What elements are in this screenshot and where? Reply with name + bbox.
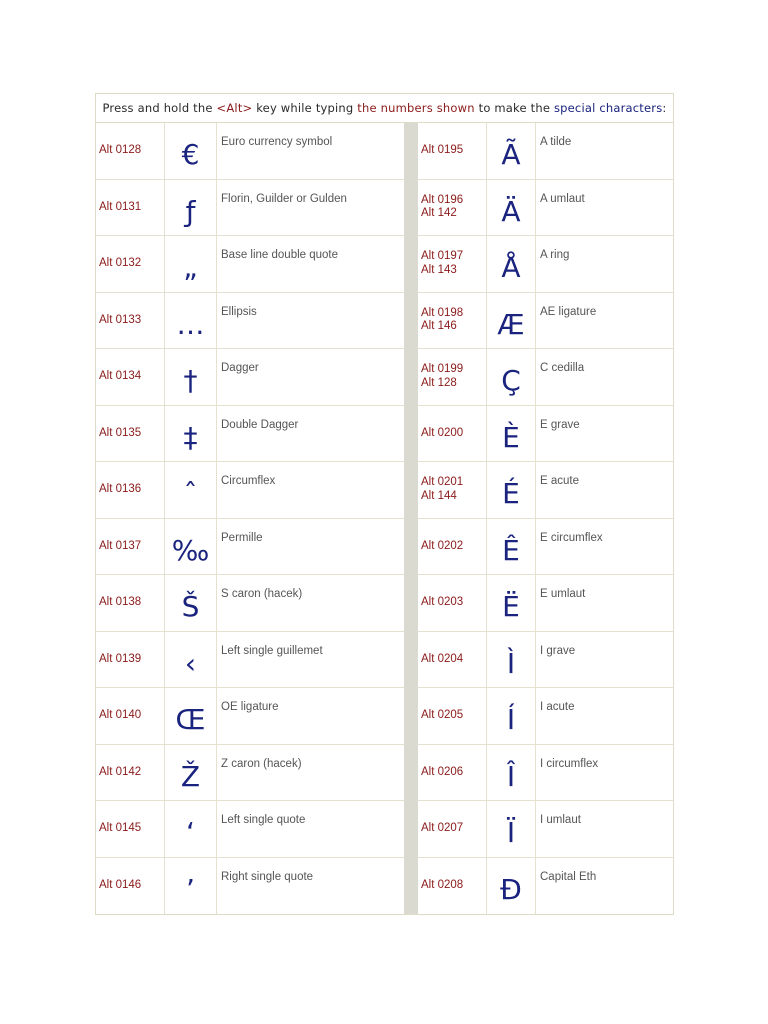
alt-code-cell [418,632,487,688]
table-row [96,858,404,915]
special-characters-label: special characters [553,101,663,115]
instructions-header [96,94,673,123]
table-row [96,236,404,293]
special-character: È [487,406,536,462]
alt-code-cell [96,349,165,405]
character-description: A ring [540,249,570,261]
character-description: Euro currency symbol [221,136,333,148]
special-character: É [487,462,536,518]
character-description: E circumflex [540,531,603,544]
alt-code: Alt 0145 [99,822,142,834]
character-description: Base line double quote [221,249,339,261]
character-description: Ellipsis [221,305,257,318]
special-character: Ž [165,745,217,801]
table-row [96,180,404,237]
alt-code: Alt 0199 [421,363,464,376]
alt-code-cell [96,519,165,575]
character-description: AE ligature [540,305,597,318]
alt-code: Alt 0208 [421,879,464,891]
special-character: ƒ [165,180,217,236]
alt-code: Alt 0139 [99,652,142,665]
alt-code: Alt 0207 [421,822,464,834]
alt-code: Alt 0131 [99,200,142,213]
table-row [418,123,673,180]
special-character: ‘ [165,801,217,857]
special-character: Ê [487,519,536,575]
character-description: Left single quote [221,814,306,826]
alt-code: Alt 0138 [99,596,142,608]
special-character: ‡ [165,406,217,462]
alt-code-cell [418,349,487,405]
alt-code-cell [418,745,487,801]
alt-code-cell [418,575,487,631]
alt-code-cell [418,406,487,462]
table-row [418,688,673,745]
alt-code: Alt 0203 [421,596,464,608]
table-row [418,180,673,237]
alt-code: Alt 0202 [421,539,464,552]
character-description: Left single guillemet [221,644,323,657]
alt-code-cell [96,406,165,462]
character-description: E acute [540,475,579,487]
alt-code: Alt 0196 [421,193,464,206]
character-description: Circumflex [221,475,276,487]
special-character: „ [165,236,217,292]
special-character: Æ [487,293,536,349]
right-column [418,123,673,914]
special-character: Ë [487,575,536,631]
character-description: S caron (hacek) [221,588,303,600]
alt-code: Alt 143 [421,263,457,276]
special-character: Ä [487,180,536,236]
left-column [96,123,404,914]
alt-code: Alt 0201 [421,476,464,489]
alt-code-cell [96,801,165,857]
special-character: Ç [487,349,536,405]
alt-code-cell [96,462,165,518]
alt-code-cell [418,519,487,575]
alt-code-cell [418,858,487,915]
alt-code: Alt 0135 [99,426,142,439]
special-character: Ð [487,858,536,915]
alt-code: Alt 0128 [99,144,142,156]
table-row [96,293,404,350]
special-character: Í [487,688,536,744]
table-row [96,462,404,519]
character-description: C cedilla [540,362,585,374]
alt-code: Alt 0136 [99,483,142,495]
alt-code: Alt 0206 [421,765,464,778]
numbers-shown-label: the numbers shown [357,101,475,115]
special-character: Š [165,575,217,631]
character-description: E grave [540,418,580,431]
character-description: Capital Eth [540,870,597,883]
alt-code-cell [418,180,487,236]
character-description: Right single quote [221,870,314,883]
header-text-1: Press and hold the [102,101,217,115]
special-character: Ã [487,123,536,179]
special-character: € [165,123,217,179]
character-description: I grave [540,644,576,657]
alt-key-label: <Alt> [216,101,253,115]
special-characters-table [95,93,674,915]
alt-code-cell [96,123,165,179]
header-text-4: : [662,101,667,115]
special-character: Ï [487,801,536,857]
alt-code: Alt 0205 [421,709,464,721]
table-row [418,801,673,858]
alt-code-cell [418,801,487,857]
character-description: Double Dagger [221,418,299,431]
alt-code-cell [96,293,165,349]
alt-code-cell [96,632,165,688]
alt-code-cell [96,180,165,236]
alt-code: Alt 0137 [99,539,142,552]
table-row [96,745,404,802]
table-row [418,519,673,576]
table-row [418,858,673,915]
header-text-2: key while typing [252,101,358,115]
alt-code: Alt 0133 [99,313,142,326]
table-row [418,632,673,689]
alt-code: Alt 0140 [99,709,142,721]
character-description: I acute [540,701,575,713]
alt-code-cell [418,688,487,744]
alt-code: Alt 0132 [99,257,142,269]
character-description: Permille [221,531,263,544]
alt-code: Alt 142 [421,207,457,220]
alt-code-cell [96,575,165,631]
special-character: … [165,293,217,349]
alt-code-cell [418,293,487,349]
alt-code-cell [96,688,165,744]
table-row [96,519,404,576]
character-description: I umlaut [540,814,581,826]
special-character: ‹ [165,632,217,688]
table-row [96,688,404,745]
column-divider [404,123,418,914]
alt-code-cell [96,858,165,915]
special-character: Œ [165,688,217,744]
special-character: ’ [165,858,217,915]
alt-code: Alt 0142 [99,765,142,778]
alt-code-cell [418,236,487,292]
alt-code: Alt 0204 [421,652,464,665]
table-row [418,745,673,802]
special-character: Î [487,745,536,801]
table-row [96,632,404,689]
alt-code: Alt 146 [421,320,457,333]
special-character: Å [487,236,536,292]
table-row [96,406,404,463]
table-row [418,406,673,463]
table-row [418,293,673,350]
alt-code: Alt 0197 [421,250,464,263]
alt-code: Alt 0195 [421,144,464,156]
character-description: A umlaut [540,192,585,205]
alt-code-cell [418,123,487,179]
special-character: † [165,349,217,405]
character-description: A tilde [540,136,572,148]
table-row [96,123,404,180]
special-character: ˆ [165,462,217,518]
table-row [96,801,404,858]
character-description: OE ligature [221,701,279,713]
alt-code: Alt 0198 [421,306,464,319]
alt-code-cell [96,236,165,292]
special-character: Ì [487,632,536,688]
table-row [418,575,673,632]
table-body [96,123,673,914]
character-description: E umlaut [540,588,586,600]
table-row [418,349,673,406]
table-row [418,236,673,293]
table-row [418,462,673,519]
character-description: I circumflex [540,757,599,770]
table-row [96,349,404,406]
alt-code: Alt 0200 [421,426,464,439]
alt-code: Alt 128 [421,376,457,389]
special-character: ‰ [165,519,217,575]
alt-code-cell [418,462,487,518]
header-text-3: to make the [474,101,554,115]
alt-code-cell [96,745,165,801]
alt-code: Alt 0146 [99,879,142,891]
alt-code: Alt 144 [421,489,457,502]
table-row [96,575,404,632]
character-description: Dagger [221,362,259,374]
character-description: Z caron (hacek) [221,757,302,770]
alt-code: Alt 0134 [99,370,142,382]
character-description: Florin, Guilder or Gulden [221,192,347,205]
